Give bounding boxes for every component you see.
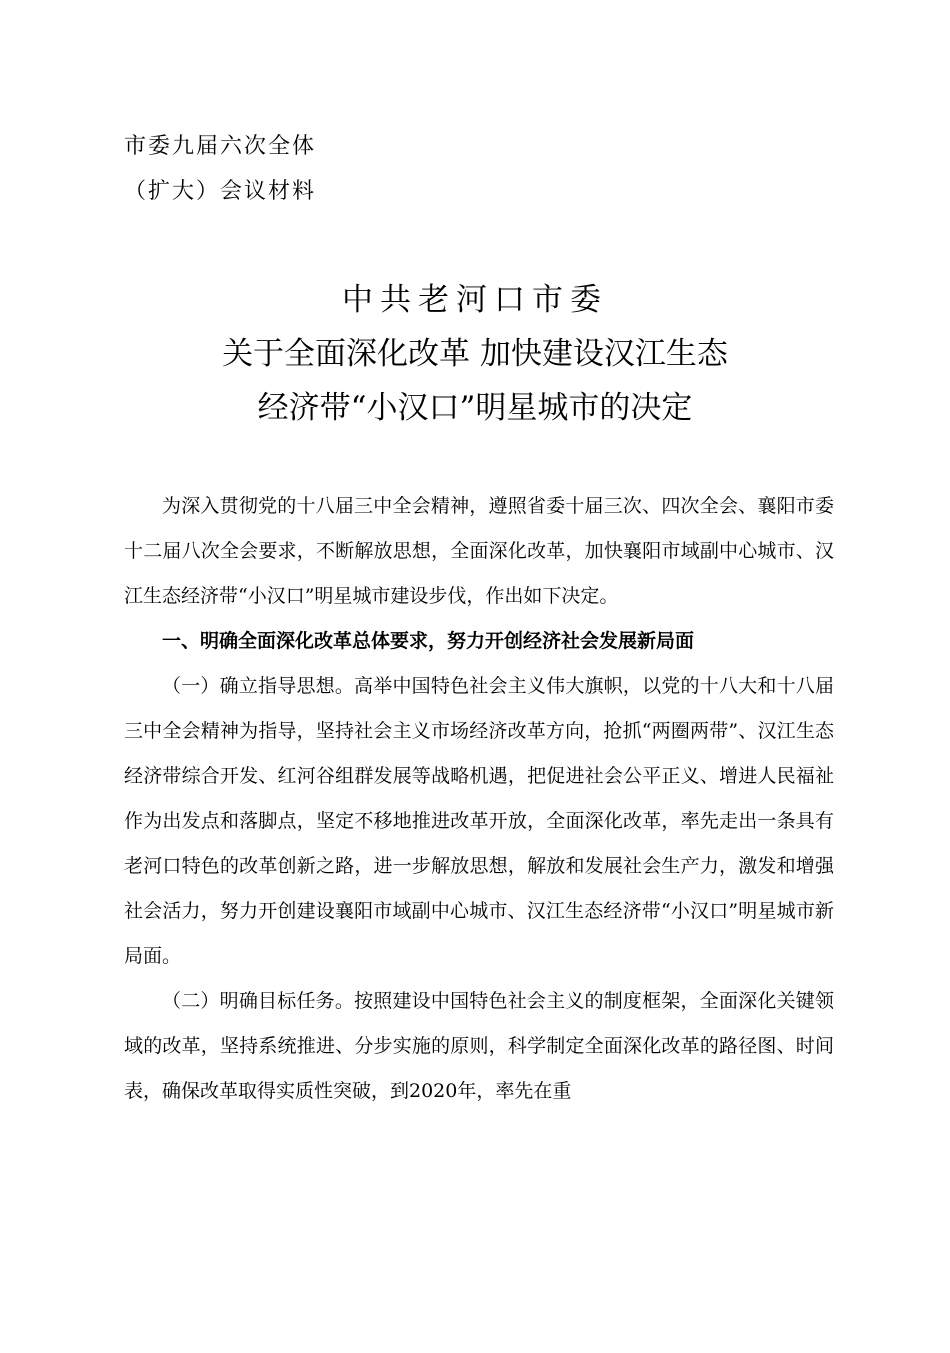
paragraph-guiding-ideology: （一）确立指导思想。高举中国特色社会主义伟大旗帜，以党的十八大和十八届三中全会精神为指导，坚持社会主义市场经济改革方向，抢抓“两圈两带”、汉江生态经济带综合开发、红河谷组群发展等战略机遇，把促进社会公平正义、增进人民福祉作为出发点和落脚点，坚定不移地推进改革开放，全面深化改革，率先走出一条具有老河口特色的改革创新之路，进一步解放思想，解放和发展社会生产力，激发和增强社会活力，努力开创建设襄阳市域副中心城市、汉江生态经济带“小汉口”明星城市新局面。 — [124, 675, 834, 967]
title-line-2: 关于全面深化改革 加快建设汉江生态 — [222, 336, 728, 372]
title-line-3: 经济带“小汉口”明星城市的决定 — [257, 390, 693, 426]
intro-paragraph: 为深入贯彻党的十八届三中全会精神，遵照省委十届三次、四次全会、襄阳市委十二届八次全会要求，不断解放思想，全面深化改革，加快襄阳市域副中心城市、汉江生态经济带“小汉口”明星城市建设步伐，作出如下决定。 — [124, 495, 834, 607]
meeting-label-line2: （扩大）会议材料 — [124, 179, 317, 204]
section-heading-1: 一、明确全面深化改革总体要求，努力开创经济社会发展新局面 — [162, 630, 695, 652]
paragraph-goals-tasks: （二）明确目标任务。按照建设中国特色社会主义的制度框架，全面深化关键领域的改革，坚持系统推进、分步实施的原则，科学制定全面深化改革的路径图、时间表，确保改革取得实质性突破，到2020年，率先在重 — [124, 990, 834, 1102]
title-line-1: 中共老河口市委 — [342, 282, 608, 318]
document-title — [0, 279, 950, 441]
document-body — [124, 484, 834, 1114]
meeting-label-line1: 市委九届六次全体 — [124, 134, 317, 159]
